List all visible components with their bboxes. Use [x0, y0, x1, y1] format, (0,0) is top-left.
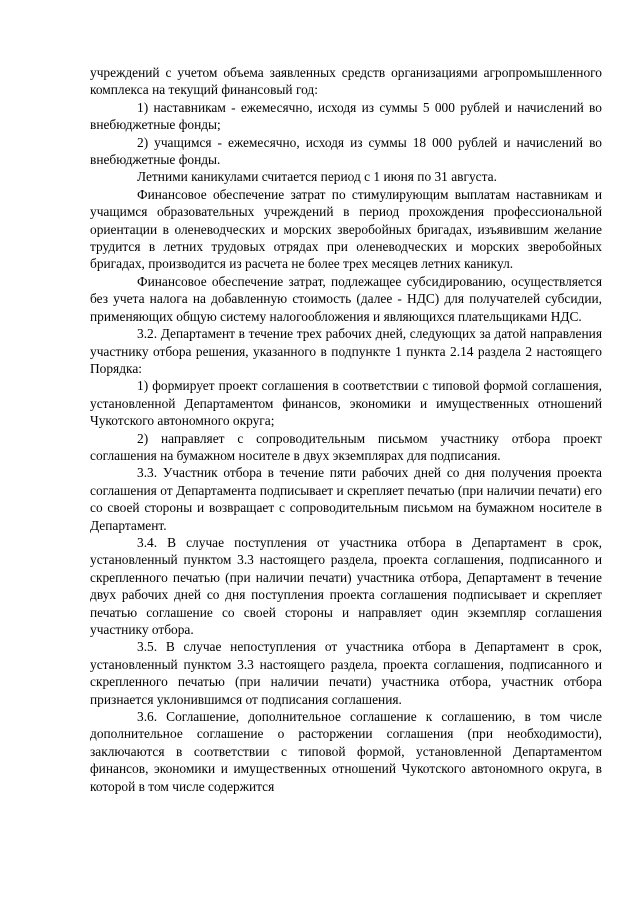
paragraph: Финансовое обеспечение затрат, подлежащее субсидированию, осуществляется без учета налога на добавленную стоимость (далее - НДС) для получателей субсидии, применяющих общую систему налогообложения и являющихся плательщиками НДС.	[90, 273, 602, 324]
paragraph: 3.2. Департамент в течение трех рабочих дней, следующих за датой направления участнику отбора решения, указанного в подпункте 1 пункта 2.14 раздела 2 настоящего Порядка:	[90, 326, 602, 376]
paragraph: 2) учащимся - ежемесячно, исходя из суммы 18 000 рублей и начислений во внебюджетные фонды.	[90, 134, 602, 168]
paragraph: 3.6. Соглашение, дополнительное соглашение к соглашению, в том числе дополнительное соглашение о расторжении соглашения (при необходимости), заключаются в соответствии с типовой формой, установленной Департаментом финансов, экономики и имущественных отношений Чукотского автономного округа, в которой в том числе содержится	[90, 709, 602, 794]
paragraph: 3.5. В случае непоступления от участника отбора в Департамент в срок, установленный пунктом 3.3 настоящего раздела, проекта соглашения, подписанного и скрепленного печатью (при наличии печати) участника отбора, участник отбора признается уклонившимся от подписания соглашения.	[90, 639, 602, 707]
document-body	[90, 64, 602, 795]
paragraph: 1) наставникам - ежемесячно, исходя из суммы 5 000 рублей и начислений во внебюджетные фонды;	[90, 99, 602, 133]
paragraph: 2) направляет с сопроводительным письмом участнику отбора проект соглашения на бумажном носителе в двух экземплярах для подписания.	[90, 430, 602, 463]
paragraph: 3.4. В случае поступления от участника отбора в Департамент в срок, установленный пунктом 3.3 настоящего раздела, проекта соглашения, подписанного и скрепленного печатью (при наличии печати) участника отбора, Департамент в течение двух рабочих дней со дня поступления проекта соглашения подписывает и скрепляет печатью соглашение со своей стороны и направляет один экземпляр соглашения участнику отбора.	[90, 534, 602, 637]
paragraph: 1) формирует проект соглашения в соответствии с типовой формой соглашения, установленной Департаментом финансов, экономики и имущественных отношений Чукотского автономного округа;	[90, 378, 602, 429]
paragraph: Летними каникулами считается период с 1 июня по 31 августа.	[137, 169, 497, 185]
paragraph: учреждений с учетом объема заявленных средств организациями агропромышленного комплекса на текущий финансовый год:	[90, 65, 602, 98]
paragraph: 3.3. Участник отбора в течение пяти рабочих дней со дня получения проекта соглашения от Департамента подписывает и скрепляет печатью (при наличии печати) его со своей стороны и возвращает с сопроводительным письмом на бумажном носителе в Департамент.	[90, 465, 602, 533]
paragraph: Финансовое обеспечение затрат по стимулирующим выплатам наставникам и учащимся образовательных учреждений в период прохождения профессиональной ориентации в оленеводческих и морских зверобойных бригадах, изъявившим желание трудится в летних трудовых отрядах при оленеводческих и морских зверобойных бригадах, производится из расчета не более трех месяцев летних каникул.	[90, 186, 602, 272]
